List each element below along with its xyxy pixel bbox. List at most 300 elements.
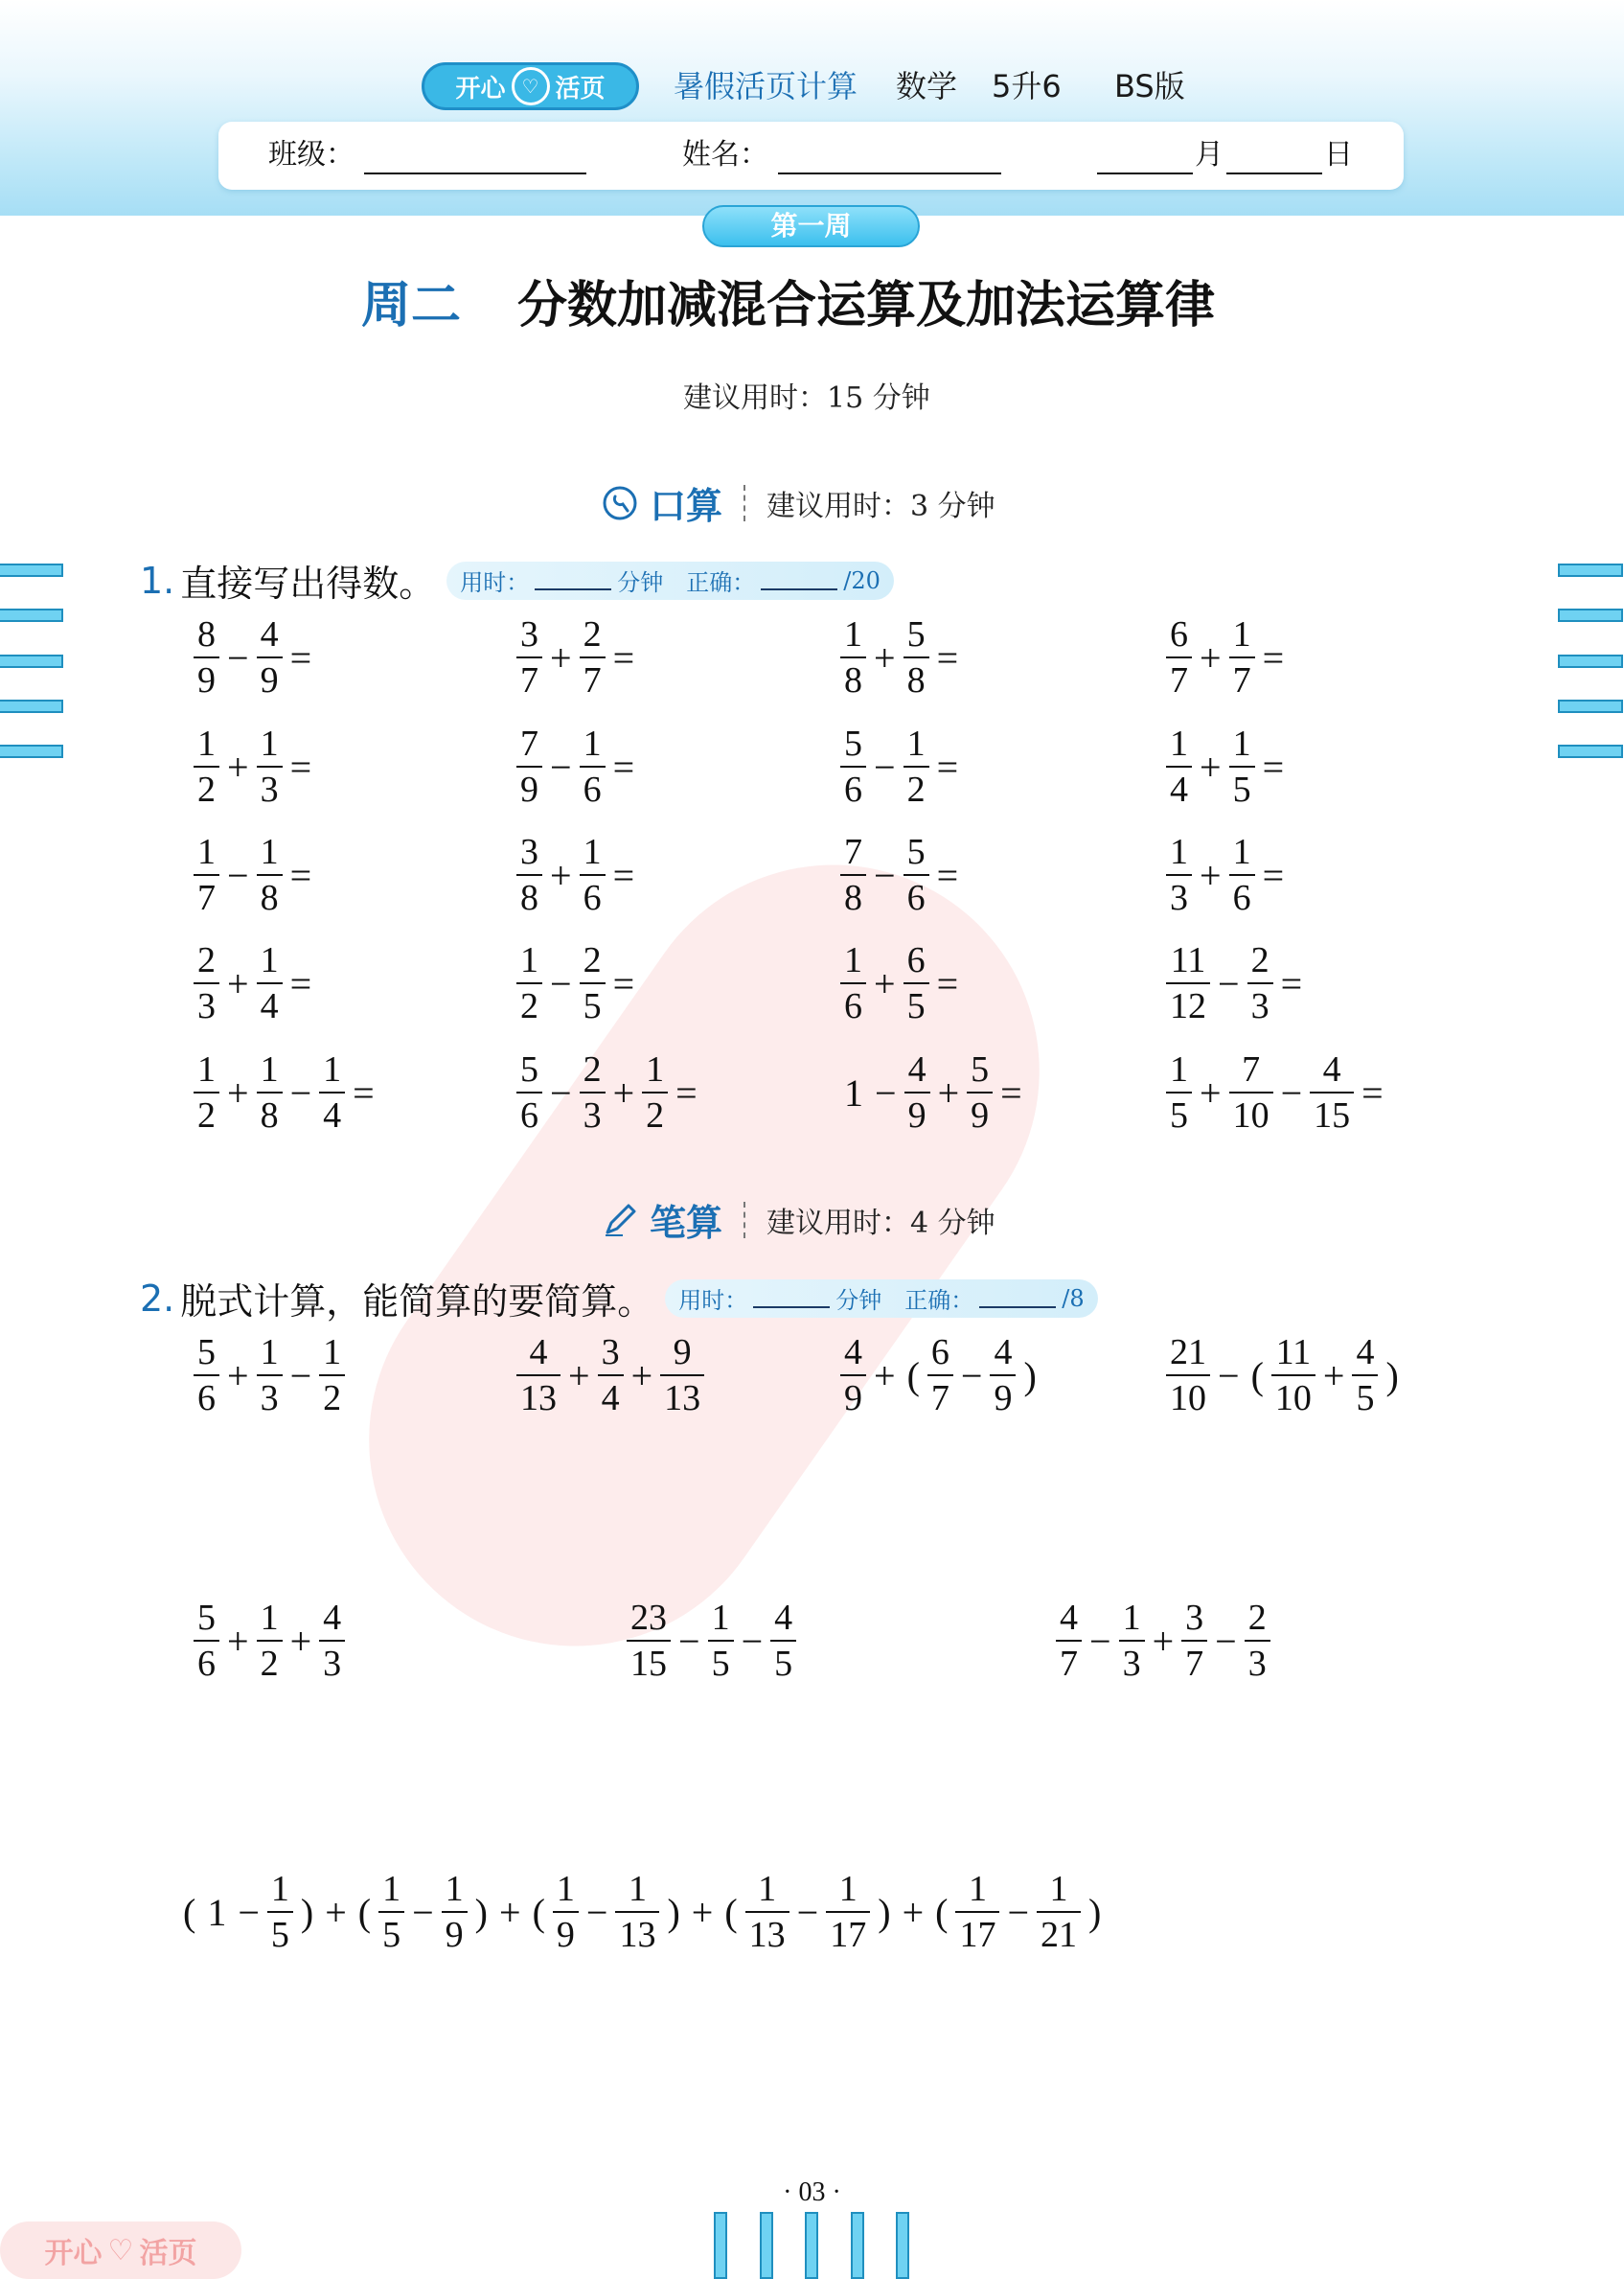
denominator: 2 (642, 1092, 668, 1134)
fraction (1231, 725, 1253, 808)
operator: = (1280, 961, 1303, 1005)
denominator: 8 (257, 1092, 283, 1134)
numerator: 8 (197, 614, 216, 655)
fraction (259, 834, 281, 916)
fraction (195, 834, 217, 916)
divider (743, 1202, 745, 1238)
denominator: 2 (516, 982, 542, 1024)
numerator: 2 (583, 1049, 602, 1090)
question-number: 1. (140, 559, 175, 602)
denominator: 7 (580, 656, 606, 699)
denominator: 7 (1056, 1640, 1082, 1682)
numerator: 6 (1170, 614, 1188, 655)
watermark (288, 784, 1120, 1727)
numerator: 3 (601, 1332, 620, 1372)
operator: ( (532, 1890, 545, 1934)
problem-item (515, 1334, 706, 1416)
score-tag (446, 562, 894, 600)
operator: + (325, 1890, 347, 1934)
denominator: 4 (598, 1374, 624, 1416)
operator: = (612, 745, 635, 789)
denominator: 2 (319, 1374, 345, 1416)
side-tab-marker (0, 564, 63, 577)
heart-face-icon: ♡ (512, 67, 550, 105)
page-title: 分数加减混合运算及加法运算律 (517, 277, 1216, 334)
operator: − (550, 1070, 572, 1115)
denominator: 4 (257, 982, 283, 1024)
fraction (842, 725, 864, 808)
fraction (905, 834, 927, 916)
edition-label: BS版 (1114, 68, 1185, 104)
fraction (629, 1600, 669, 1682)
fraction (617, 1871, 657, 1953)
denominator: 5 (1352, 1374, 1378, 1416)
numerator: 7 (844, 832, 862, 872)
denominator: 6 (840, 766, 866, 808)
week-badge: 第一周 (702, 205, 920, 247)
fraction (1168, 725, 1190, 808)
series-title: 暑假活页计算 (674, 68, 858, 104)
denominator: 4 (319, 1092, 345, 1134)
fraction (195, 616, 217, 699)
denominator: 21 (1037, 1911, 1081, 1953)
bottom-tab-marker (714, 2212, 727, 2279)
numerator: 1 (1232, 724, 1251, 764)
correct-label: 正确： (686, 569, 756, 596)
denominator: 3 (1166, 874, 1192, 916)
fraction (380, 1871, 402, 1953)
denominator: 4 (1166, 766, 1192, 808)
operator: − (960, 1353, 983, 1397)
denominator: 13 (745, 1911, 789, 1953)
fraction (321, 1600, 343, 1682)
fraction (259, 942, 281, 1024)
operator: = (1262, 745, 1285, 789)
denominator: 10 (1271, 1374, 1315, 1416)
operator: ) (300, 1890, 314, 1934)
fraction (600, 1334, 622, 1416)
operator: − (550, 745, 572, 789)
numerator: 11 (1275, 1332, 1312, 1372)
problem-item (838, 616, 964, 699)
fraction (555, 1871, 577, 1953)
denominator: 8 (257, 874, 283, 916)
fraction (842, 616, 864, 699)
operator: = (1000, 1070, 1022, 1115)
fraction (518, 834, 540, 916)
day-field[interactable] (1226, 173, 1322, 174)
numerator: 4 (1356, 1332, 1375, 1372)
denominator: 15 (1310, 1092, 1354, 1134)
denominator: 9 (442, 1911, 468, 1953)
denominator: 5 (708, 1640, 734, 1682)
suggested-time: 建议用时：15 分钟 (683, 381, 930, 415)
side-tab-marker (0, 655, 63, 668)
fraction (1249, 942, 1271, 1024)
fraction (195, 942, 217, 1024)
denominator: 9 (990, 1374, 1016, 1416)
fraction (259, 725, 281, 808)
numerator: 2 (1250, 940, 1269, 980)
operator: − (227, 853, 249, 897)
section-mental-time: 建议用时：3 分钟 (766, 489, 995, 523)
numerator: 4 (774, 1598, 793, 1638)
numerator: 1 (260, 1598, 279, 1638)
operator: = (289, 745, 312, 789)
operator: ) (474, 1890, 488, 1934)
subject-label: 数学 (896, 68, 958, 104)
operator: − (1218, 961, 1240, 1005)
denominator: 3 (1245, 1640, 1270, 1682)
denominator: 13 (615, 1911, 659, 1953)
numerator: 1 (583, 832, 602, 872)
numerator: 3 (520, 614, 538, 655)
fraction (710, 1600, 732, 1682)
denominator: 17 (826, 1911, 870, 1953)
operator: − (289, 1070, 312, 1115)
problem-item (838, 942, 964, 1024)
numerator: 1 (260, 1332, 279, 1372)
denominator: 3 (257, 1374, 283, 1416)
integer: 1 (207, 1890, 227, 1934)
fraction (1231, 616, 1253, 699)
fraction (772, 1600, 794, 1682)
operator: + (937, 1070, 960, 1115)
numerator: 5 (197, 1332, 216, 1372)
fraction (582, 1051, 604, 1134)
fraction (992, 1334, 1014, 1416)
numerator: 3 (520, 832, 538, 872)
name-field[interactable] (778, 173, 1001, 174)
fraction (644, 1051, 666, 1134)
bottom-tab-marker (805, 2212, 818, 2279)
denominator: 9 (553, 1911, 579, 1953)
correct-field[interactable] (761, 571, 837, 590)
fraction (518, 1051, 540, 1134)
numerator: 5 (971, 1049, 990, 1090)
fraction (321, 1051, 343, 1134)
fraction (1168, 942, 1208, 1024)
side-tab-marker (1558, 564, 1623, 577)
operator: ( (1250, 1353, 1264, 1397)
page-number: · 03 · (783, 2177, 841, 2207)
operator: = (675, 1070, 698, 1115)
problem-item (192, 1051, 380, 1134)
numerator: 4 (994, 1332, 1013, 1372)
denominator: 9 (194, 656, 219, 699)
name-label: 姓名： (682, 138, 768, 172)
correct-field[interactable] (979, 1289, 1056, 1308)
fraction (321, 1334, 343, 1416)
operator: + (612, 1070, 635, 1115)
operator: − (796, 1890, 819, 1934)
numerator: 1 (260, 940, 279, 980)
fraction (842, 942, 864, 1024)
integer: 1 (844, 1070, 863, 1115)
operator: ( (906, 1353, 920, 1397)
denominator: 6 (194, 1640, 219, 1682)
operator: − (875, 1070, 897, 1115)
operator: + (1200, 635, 1222, 679)
operator: + (691, 1890, 714, 1934)
operator: + (227, 1619, 249, 1663)
problem-item (192, 616, 317, 699)
numerator: 6 (930, 1332, 949, 1372)
fraction (582, 725, 604, 808)
numerator: 4 (907, 1049, 926, 1090)
time-unit: 分钟 (617, 569, 664, 596)
fraction (259, 1334, 281, 1416)
operator: ) (1088, 1890, 1102, 1934)
operator: + (874, 961, 896, 1005)
operator: − (227, 635, 249, 679)
problem-item (177, 1871, 1107, 1953)
fraction (1168, 1334, 1208, 1416)
denominator: 5 (770, 1640, 796, 1682)
denominator: 8 (516, 874, 542, 916)
numerator: 1 (382, 1869, 401, 1909)
fraction (828, 1871, 868, 1953)
denominator: 5 (267, 1911, 293, 1953)
denominator: 2 (194, 766, 219, 808)
denominator: 7 (1229, 656, 1255, 699)
denominator: 6 (580, 874, 606, 916)
correct-total: /8 (1062, 1284, 1085, 1312)
denominator: 9 (257, 656, 283, 699)
operator: + (1322, 1353, 1345, 1397)
problem-item (625, 1600, 798, 1682)
fraction (842, 834, 864, 916)
numerator: 11 (1170, 940, 1206, 980)
operator: = (936, 745, 959, 789)
bottom-tab-marker (851, 2212, 864, 2279)
operator: + (1200, 745, 1222, 789)
watermark-text-left: 开心 (44, 2237, 103, 2270)
numerator: 1 (844, 614, 862, 655)
class-field[interactable] (364, 173, 586, 174)
numerator: 5 (906, 832, 926, 872)
fraction (747, 1871, 788, 1953)
time-field[interactable] (535, 571, 611, 590)
side-tab-marker (1558, 745, 1623, 758)
watermark-logo (0, 2221, 241, 2279)
denominator: 8 (903, 656, 929, 699)
operator: − (550, 961, 572, 1005)
operator: − (1218, 1353, 1240, 1397)
denominator: 3 (1247, 982, 1273, 1024)
numerator: 1 (260, 724, 279, 764)
operator: − (1280, 1070, 1303, 1115)
numerator: 1 (1170, 832, 1188, 872)
bottom-tab-marker (760, 2212, 773, 2279)
problem-item (838, 834, 964, 916)
problem-item (515, 616, 640, 699)
fraction (969, 1051, 991, 1134)
operator: ) (1023, 1353, 1037, 1397)
fraction (1273, 1334, 1314, 1416)
numerator: 5 (844, 724, 862, 764)
denominator: 8 (840, 656, 866, 699)
denominator: 5 (1229, 766, 1255, 808)
denominator: 7 (516, 656, 542, 699)
fraction (905, 725, 927, 808)
denominator: 5 (903, 982, 929, 1024)
operator: + (630, 1353, 653, 1397)
denominator: 3 (580, 1092, 606, 1134)
problem-item (838, 725, 964, 808)
denominator: 13 (660, 1374, 704, 1416)
operator: = (612, 961, 635, 1005)
fraction (662, 1334, 702, 1416)
fraction (195, 1334, 217, 1416)
pencil-icon (602, 1202, 638, 1238)
numerator: 1 (197, 1049, 216, 1090)
denominator: 7 (1181, 1640, 1207, 1682)
fraction (1312, 1051, 1352, 1134)
problem-item (192, 942, 317, 1024)
numerator: 1 (1232, 614, 1251, 655)
section-mental-header (602, 476, 995, 529)
operator: + (874, 635, 896, 679)
day-title: 周二 (361, 277, 462, 334)
operator: = (289, 853, 312, 897)
operator: = (612, 853, 635, 897)
denominator: 3 (319, 1640, 345, 1682)
denominator: 2 (257, 1640, 283, 1682)
operator: − (585, 1890, 608, 1934)
denominator: 3 (194, 982, 219, 1024)
denominator: 6 (516, 1092, 542, 1134)
fraction (1168, 1051, 1190, 1134)
operator: + (550, 853, 572, 897)
operator: = (936, 635, 959, 679)
fraction (195, 725, 217, 808)
numerator: 4 (529, 1332, 548, 1372)
fraction (582, 942, 604, 1024)
class-label: 班级： (268, 138, 355, 172)
denominator: 6 (903, 874, 929, 916)
operator: ( (183, 1890, 196, 1934)
numerator: 1 (323, 1332, 342, 1372)
operator: − (1007, 1890, 1030, 1934)
question-text: 脱式计算，能简算的要简算。 (180, 1280, 654, 1323)
fraction (1354, 1334, 1376, 1416)
numerator: 1 (1049, 1869, 1068, 1909)
operator: − (678, 1619, 700, 1663)
numerator: 4 (1060, 1598, 1078, 1638)
problem-item (1164, 1051, 1389, 1134)
denominator: 6 (1229, 874, 1255, 916)
logo-text-left: 开心 (455, 74, 506, 104)
numerator: 1 (583, 724, 602, 764)
section-written-time: 建议用时：4 分钟 (766, 1206, 995, 1240)
numerator: 4 (1322, 1049, 1341, 1090)
numerator: 1 (270, 1869, 289, 1909)
time-label: 用时： (678, 1287, 748, 1314)
side-tab-marker (1558, 609, 1623, 622)
fraction (269, 1871, 291, 1953)
problem-item (515, 725, 640, 808)
operator: + (874, 1353, 896, 1397)
time-field[interactable] (753, 1289, 830, 1308)
problem-item (515, 942, 640, 1024)
problem-item (838, 1334, 1042, 1416)
fraction (905, 942, 927, 1024)
operator: − (238, 1890, 260, 1934)
operator: − (412, 1890, 434, 1934)
denominator: 8 (840, 874, 866, 916)
numerator: 2 (197, 940, 216, 980)
side-tab-marker (0, 700, 63, 713)
numerator: 21 (1170, 1332, 1206, 1372)
operator: + (1152, 1619, 1175, 1663)
numerator: 9 (673, 1332, 692, 1372)
denominator: 10 (1229, 1092, 1273, 1134)
denominator: 3 (1119, 1640, 1145, 1682)
numerator: 1 (628, 1869, 647, 1909)
numerator: 2 (583, 940, 602, 980)
problem-item (1054, 1600, 1272, 1682)
operator: ) (1385, 1353, 1399, 1397)
fraction (518, 942, 540, 1024)
side-tab-marker (0, 745, 63, 758)
operator: = (353, 1070, 375, 1115)
operator: + (289, 1619, 312, 1663)
operator: + (550, 635, 572, 679)
problem-item (1164, 942, 1308, 1024)
denominator: 2 (194, 1092, 219, 1134)
problem-item (192, 834, 317, 916)
operator: − (874, 745, 896, 789)
operator: + (902, 1890, 925, 1934)
fraction (518, 616, 540, 699)
fraction (1121, 1600, 1143, 1682)
side-tab-marker (0, 609, 63, 622)
question-number: 2. (140, 1277, 175, 1320)
fraction (842, 1334, 864, 1416)
denominator: 5 (378, 1911, 404, 1953)
fraction (518, 1334, 559, 1416)
numerator: 6 (906, 940, 926, 980)
operator: ( (357, 1890, 372, 1934)
denominator: 9 (516, 766, 542, 808)
operator: − (874, 853, 896, 897)
operator: ( (935, 1890, 949, 1934)
fraction (582, 616, 604, 699)
watermark-text-right: 活页 (139, 2237, 197, 2270)
denominator: 9 (904, 1092, 930, 1134)
month-field[interactable] (1097, 173, 1193, 174)
question-1-header (140, 554, 894, 607)
denominator: 2 (903, 766, 929, 808)
denominator: 9 (840, 1374, 866, 1416)
denominator: 6 (840, 982, 866, 1024)
operator: = (612, 635, 635, 679)
denominator: 15 (627, 1640, 671, 1682)
numerator: 1 (197, 832, 216, 872)
fraction (1039, 1871, 1079, 1953)
problem-item (1164, 616, 1290, 699)
time-unit: 分钟 (835, 1287, 882, 1314)
question-text: 直接写出得数。 (180, 563, 436, 605)
correct-total: /20 (843, 566, 881, 594)
fraction (195, 1600, 217, 1682)
numerator: 1 (260, 1049, 279, 1090)
numerator: 7 (1242, 1049, 1261, 1090)
problem-item (192, 1600, 347, 1682)
operator: ) (667, 1890, 680, 1934)
operator: = (936, 853, 959, 897)
